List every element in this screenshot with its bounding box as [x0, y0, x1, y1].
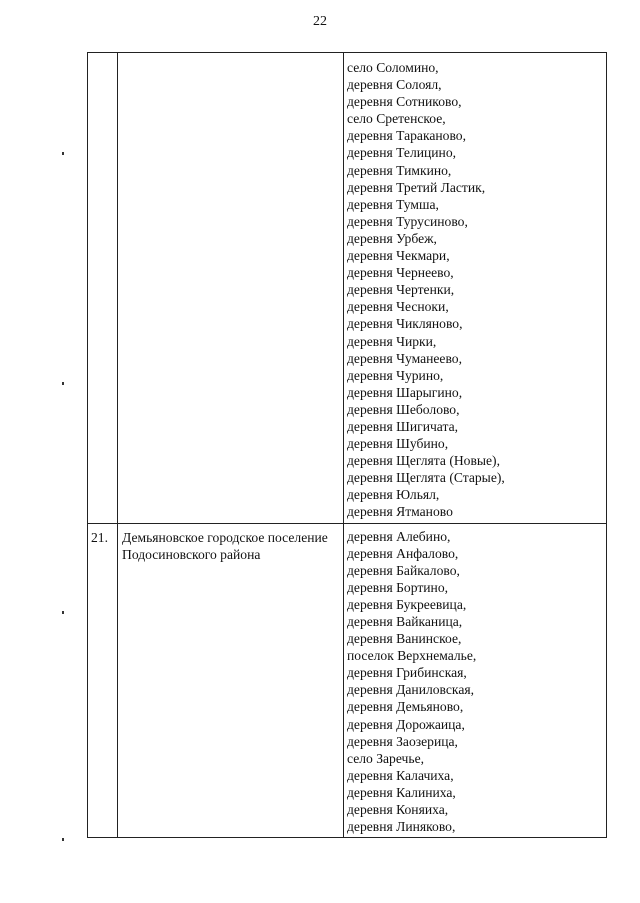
settlement-item: деревня Чирки, [347, 333, 437, 349]
settlement-item: деревня Даниловская, [347, 682, 475, 698]
settlement-item: деревня Вайканица, [347, 614, 463, 629]
settlement-item: деревня Юльял, [347, 487, 440, 503]
settlement-item: село Соломино, [347, 60, 439, 75]
settlement-item: деревня Грибинская, [347, 665, 467, 681]
settlement-item: деревня Коняиха, [347, 802, 449, 818]
settlement-item: деревня Шубино, [347, 436, 449, 452]
settlement-list [347, 59, 604, 521]
settlement-item: деревня Шигичата, [347, 418, 459, 434]
settlement-item: деревня Букреевица, [347, 596, 467, 612]
table-row-21 [88, 523, 607, 838]
settlement-item: деревня Тараканово, [347, 128, 466, 144]
settlement-item: деревня Анфалово, [347, 545, 459, 561]
page-number: 22 [313, 14, 327, 29]
municipality-name-cell [118, 53, 344, 524]
settlement-item: деревня Сотниково, [347, 94, 462, 110]
settlement-item: деревня Бортино, [347, 579, 449, 595]
settlement-item: деревня Щеглята (Старые), [347, 470, 505, 486]
settlement-item: деревня Шеболово, [347, 401, 460, 417]
settlement-item: село Сретенское, [347, 111, 446, 127]
settlement-item: деревня Чикляново, [347, 316, 463, 332]
settlement-item: деревня Байкалово, [347, 562, 460, 578]
settlement-item: деревня Щеглята (Новые), [347, 453, 500, 469]
table-row-continued [88, 53, 607, 524]
settlement-item: деревня Урбеж, [347, 230, 437, 246]
settlement-item: деревня Чуманеево, [347, 350, 462, 366]
settlement-item: деревня Линяково, [347, 819, 456, 835]
municipality-name-cell: Демьяновское городское поселение Подосиновского района [118, 523, 344, 838]
settlement-item: деревня Солоял, [347, 77, 442, 93]
settlements-table [87, 52, 607, 838]
scan-mark [62, 382, 64, 385]
settlement-item: деревня Тумша, [347, 196, 439, 212]
row-number-cell: 21. [88, 523, 118, 838]
settlement-list-cell [344, 523, 607, 838]
settlement-item: деревня Чертенки, [347, 282, 455, 298]
settlement-item: деревня Третий Ластик, [347, 179, 486, 195]
scan-mark [62, 611, 64, 614]
settlement-item: деревня Тимкино, [347, 162, 452, 178]
settlement-item: деревня Чурино, [347, 367, 444, 383]
row-number-cell [88, 53, 118, 524]
settlement-item: поселок Верхнемалье, [347, 648, 477, 664]
settlement-item: деревня Чекмари, [347, 248, 450, 264]
settlement-item: деревня Шарыгино, [347, 384, 463, 400]
scan-mark [62, 152, 64, 155]
settlement-item: деревня Ятманово [347, 504, 453, 520]
settlement-item: деревня Заозерица, [347, 733, 458, 749]
settlement-item: деревня Калиниха, [347, 784, 456, 800]
settlement-item: деревня Демьяново, [347, 699, 464, 715]
settlement-item: деревня Ванинское, [347, 631, 462, 647]
scan-mark [62, 838, 64, 841]
settlement-item: село Заречье, [347, 750, 425, 766]
settlement-item: деревня Алебино, [347, 528, 451, 544]
settlement-list [347, 528, 604, 836]
settlement-item: деревня Телицино, [347, 145, 457, 161]
settlement-item: деревня Чесноки, [347, 299, 449, 315]
settlement-item: деревня Дорожаица, [347, 716, 465, 732]
settlement-item: деревня Калачиха, [347, 767, 454, 783]
settlement-item: деревня Турусиново, [347, 213, 468, 229]
settlement-item: деревня Чернеево, [347, 265, 454, 281]
settlement-list-cell [344, 53, 607, 524]
